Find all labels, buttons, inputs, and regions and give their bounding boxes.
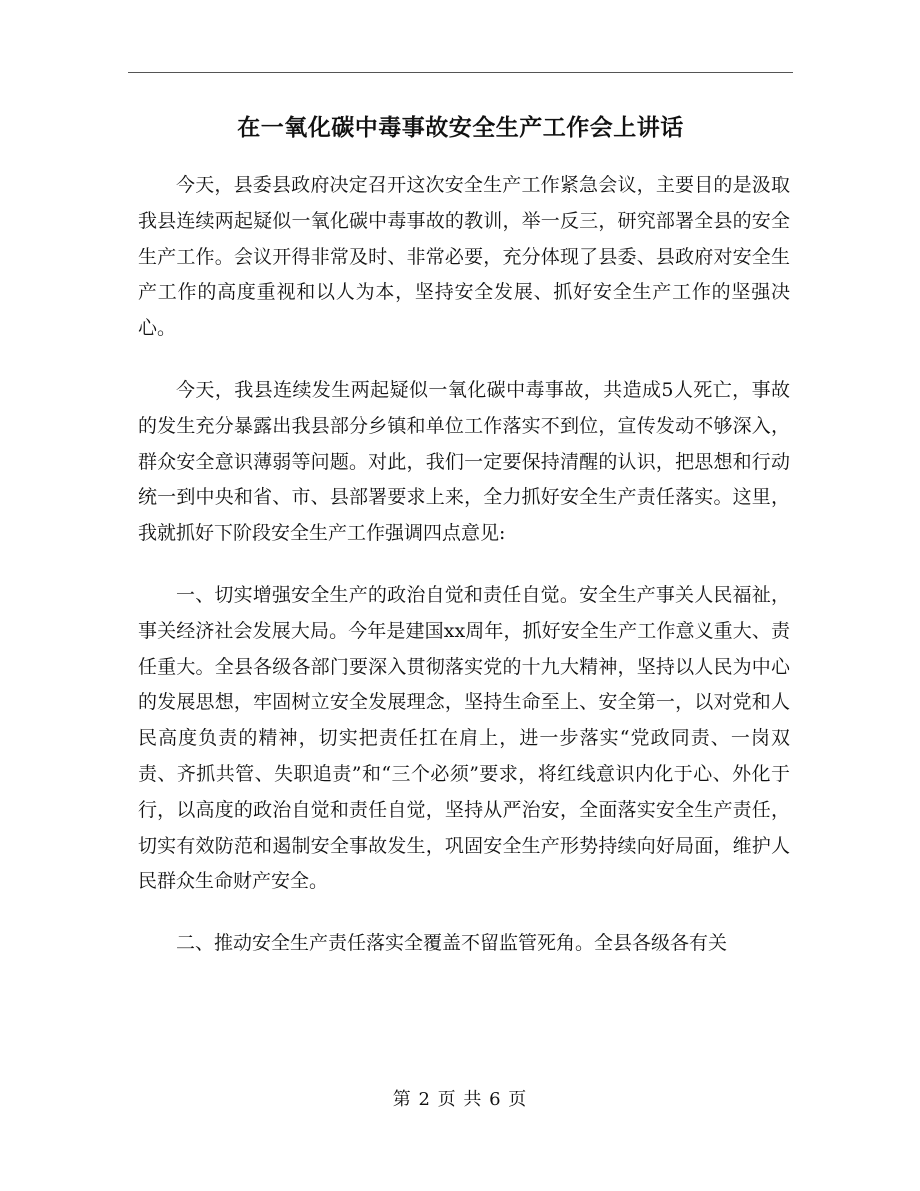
header-rule	[128, 72, 793, 73]
document-body	[138, 168, 790, 988]
paragraph-4: 二、推动安全生产责任落实全覆盖不留监管死角。全县各级各有关	[176, 932, 728, 955]
page-number: 第 2 页 共 6 页	[392, 1089, 528, 1110]
document-title: 在一氧化碳中毒事故安全生产工作会上讲话	[237, 114, 684, 141]
paragraph-1: 今天，县委县政府决定召开这次安全生产工作紧急会议，主要目的是汲取我县连续两起疑似一氧化碳中毒事故的教训，举一反三，研究部署全县的安全生产工作。会议开得非常及时、非常必要，充分体现了县委、县政府对安全生产工作的高度重视和以人为本，坚持安全发展、抓好安全生产工作的坚强决心。	[138, 174, 790, 340]
paragraph-2: 今天，我县连续发生两起疑似一氧化碳中毒事故，共造成5人死亡，事故的发生充分暴露出我县部分乡镇和单位工作落实不到位，宣传发动不够深入，群众安全意识薄弱等问题。对此，我们一定要保持清醒的认识，把思想和行动统一到中央和省、市、县部署要求上来，全力抓好安全生产责任落实。这里，我就抓好下阶段安全生产工作强调四点意见:	[138, 378, 790, 545]
paragraph-3: 一、切实增强安全生产的政治自觉和责任自觉。安全生产事关人民福祉，事关经济社会发展大局。今年是建国xx周年，抓好安全生产工作意义重大、责任重大。全县各级各部门要深入贯彻落实党的十九大精神，坚持以人民为中心的发展思想，牢固树立安全发展理念，坚持生命至上、安全第一，以对党和人民高度负责的精神，切实把责任扛在肩上，进一步落实“党政同责、一岗双责、齐抓共管、失职追责”和“三个必须”要求，将红线意识内化于心、外化于行，以高度的政治自觉和责任自觉，坚持从严治安，全面落实安全生产责任，切实有效防范和遏制安全事故发生，巩固安全生产形势持续向好局面，维护人民群众生命财产安全。	[138, 583, 790, 893]
